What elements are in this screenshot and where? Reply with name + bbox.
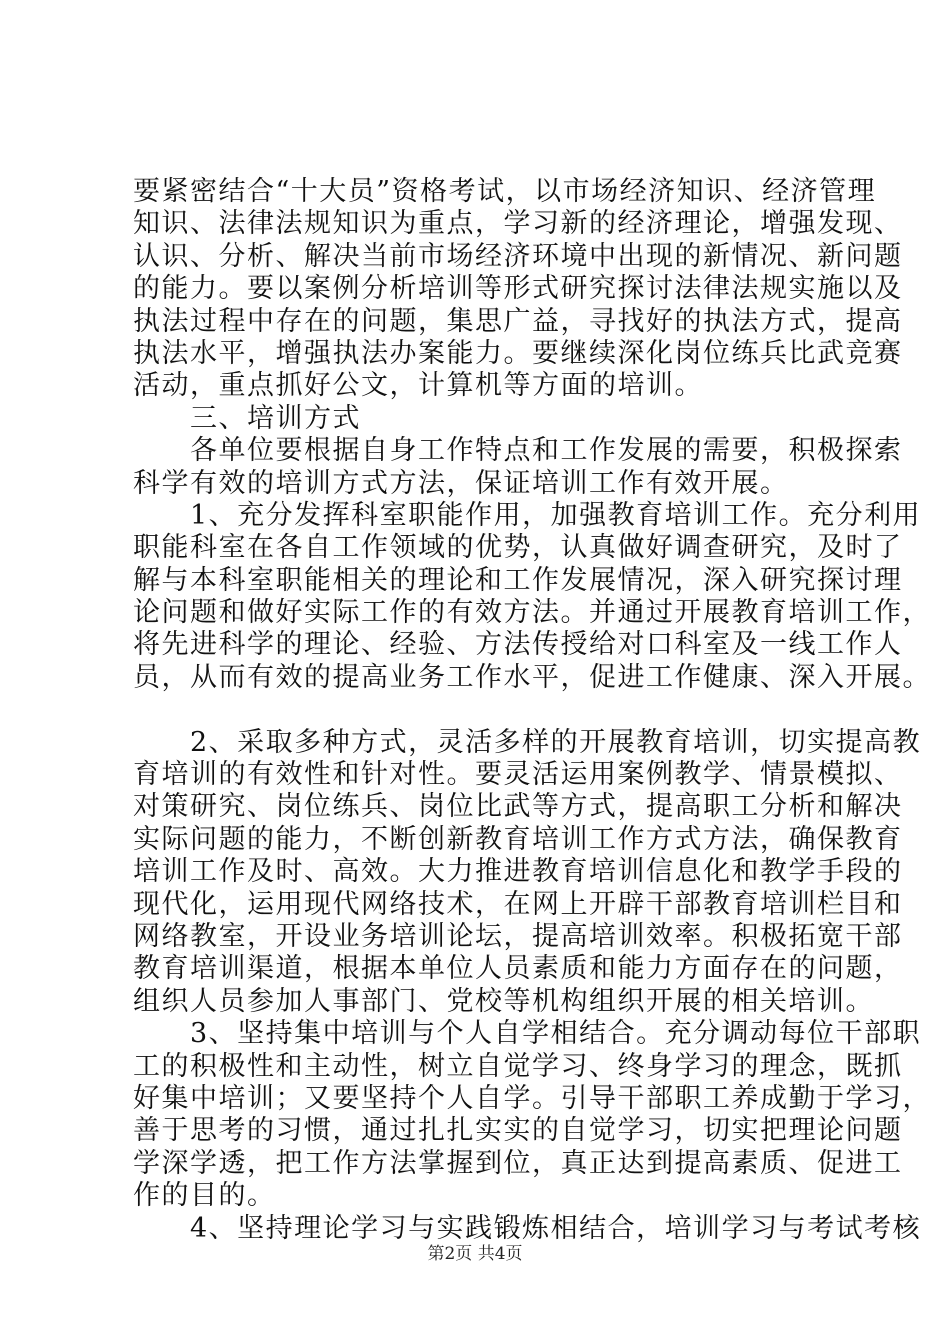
- text-line: 知识、法律法规知识为重点，学习新的经济理论，增强发现、: [133, 208, 903, 240]
- text-line: 三、培训方式: [133, 402, 361, 434]
- text-line: 现代化，运用现代网络技术，在网上开辟干部教育培训栏目和: [133, 888, 903, 920]
- text-line: 组织人员参加人事部门、党校等机构组织开展的相关培训。: [133, 985, 874, 1017]
- text-line: 1、充分发挥科室职能作用，加强教育培训工作。充分利用: [133, 499, 922, 531]
- body-text: [133, 176, 931, 1245]
- text-line: 论问题和做好实际工作的有效方法。并通过开展教育培训工作，: [133, 597, 931, 629]
- text-line: 作的目的。: [133, 1180, 276, 1212]
- text-line: 认识、分析、解决当前市场经济环境中出现的新情况、新问题: [133, 240, 903, 272]
- text-line: 4、坚持理论学习与实践锻炼相结合，培训学习与考试考核: [133, 1212, 922, 1244]
- text-line: 学深学透，把工作方法掌握到位，真正达到提高素质、促进工: [133, 1147, 903, 1179]
- text-line: 3、坚持集中培训与个人自学相结合。充分调动每位干部职: [133, 1018, 922, 1050]
- blank-line: [133, 694, 833, 726]
- text-line: 执法水平，增强执法办案能力。要继续深化岗位练兵比武竞赛: [133, 337, 903, 369]
- text-line: 工的积极性和主动性，树立自觉学习、终身学习的理念，既抓: [133, 1050, 903, 1082]
- text-line: 活动，重点抓好公文，计算机等方面的培训。: [133, 370, 703, 402]
- text-line: 2、采取多种方式，灵活多样的开展教育培训，切实提高教: [133, 726, 922, 758]
- text-line: 将先进科学的理论、经验、方法传授给对口科室及一线工作人: [133, 629, 903, 661]
- text-line: 执法过程中存在的问题，集思广益，寻找好的执法方式，提高: [133, 305, 903, 337]
- text-line: 实际问题的能力，不断创新教育培训工作方式方法，确保教育: [133, 823, 903, 855]
- text-line: 各单位要根据自身工作特点和工作发展的需要，积极探索: [133, 435, 903, 467]
- text-line: 网络教室，开设业务培训论坛，提高培训效率。积极拓宽干部: [133, 920, 903, 952]
- text-line: 育培训的有效性和针对性。要灵活运用案例教学、情景模拟、: [133, 759, 903, 791]
- text-line: 好集中培训；又要坚持个人自学。引导干部职工养成勤于学习，: [133, 1082, 931, 1114]
- text-line: 要紧密结合“十大员”资格考试，以市场经济知识、经济管理: [133, 176, 877, 207]
- text-line: 职能科室在各自工作领域的优势，认真做好调查研究，及时了: [133, 532, 903, 564]
- text-line: 善于思考的习惯，通过扎扎实实的自觉学习，切实把理论问题: [133, 1115, 903, 1147]
- text-line: 解与本科室职能相关的理论和工作发展情况，深入研究探讨理: [133, 564, 903, 596]
- text-line: 对策研究、岗位练兵、岗位比武等方式，提高职工分析和解决: [133, 791, 903, 823]
- text-line: 科学有效的培训方式方法，保证培训工作有效开展。: [133, 467, 789, 499]
- page-footer: 第2页 共4页: [427, 1244, 523, 1264]
- text-line: 培训工作及时、高效。大力推进教育培训信息化和教学手段的: [133, 856, 903, 888]
- text-line: 的能力。要以案例分析培训等形式研究探讨法律法规实施以及: [133, 273, 903, 305]
- text-line: 教育培训渠道，根据本单位人员素质和能力方面存在的问题，: [133, 953, 903, 985]
- text-line: 员，从而有效的提高业务工作水平，促进工作健康、深入开展。: [133, 661, 931, 693]
